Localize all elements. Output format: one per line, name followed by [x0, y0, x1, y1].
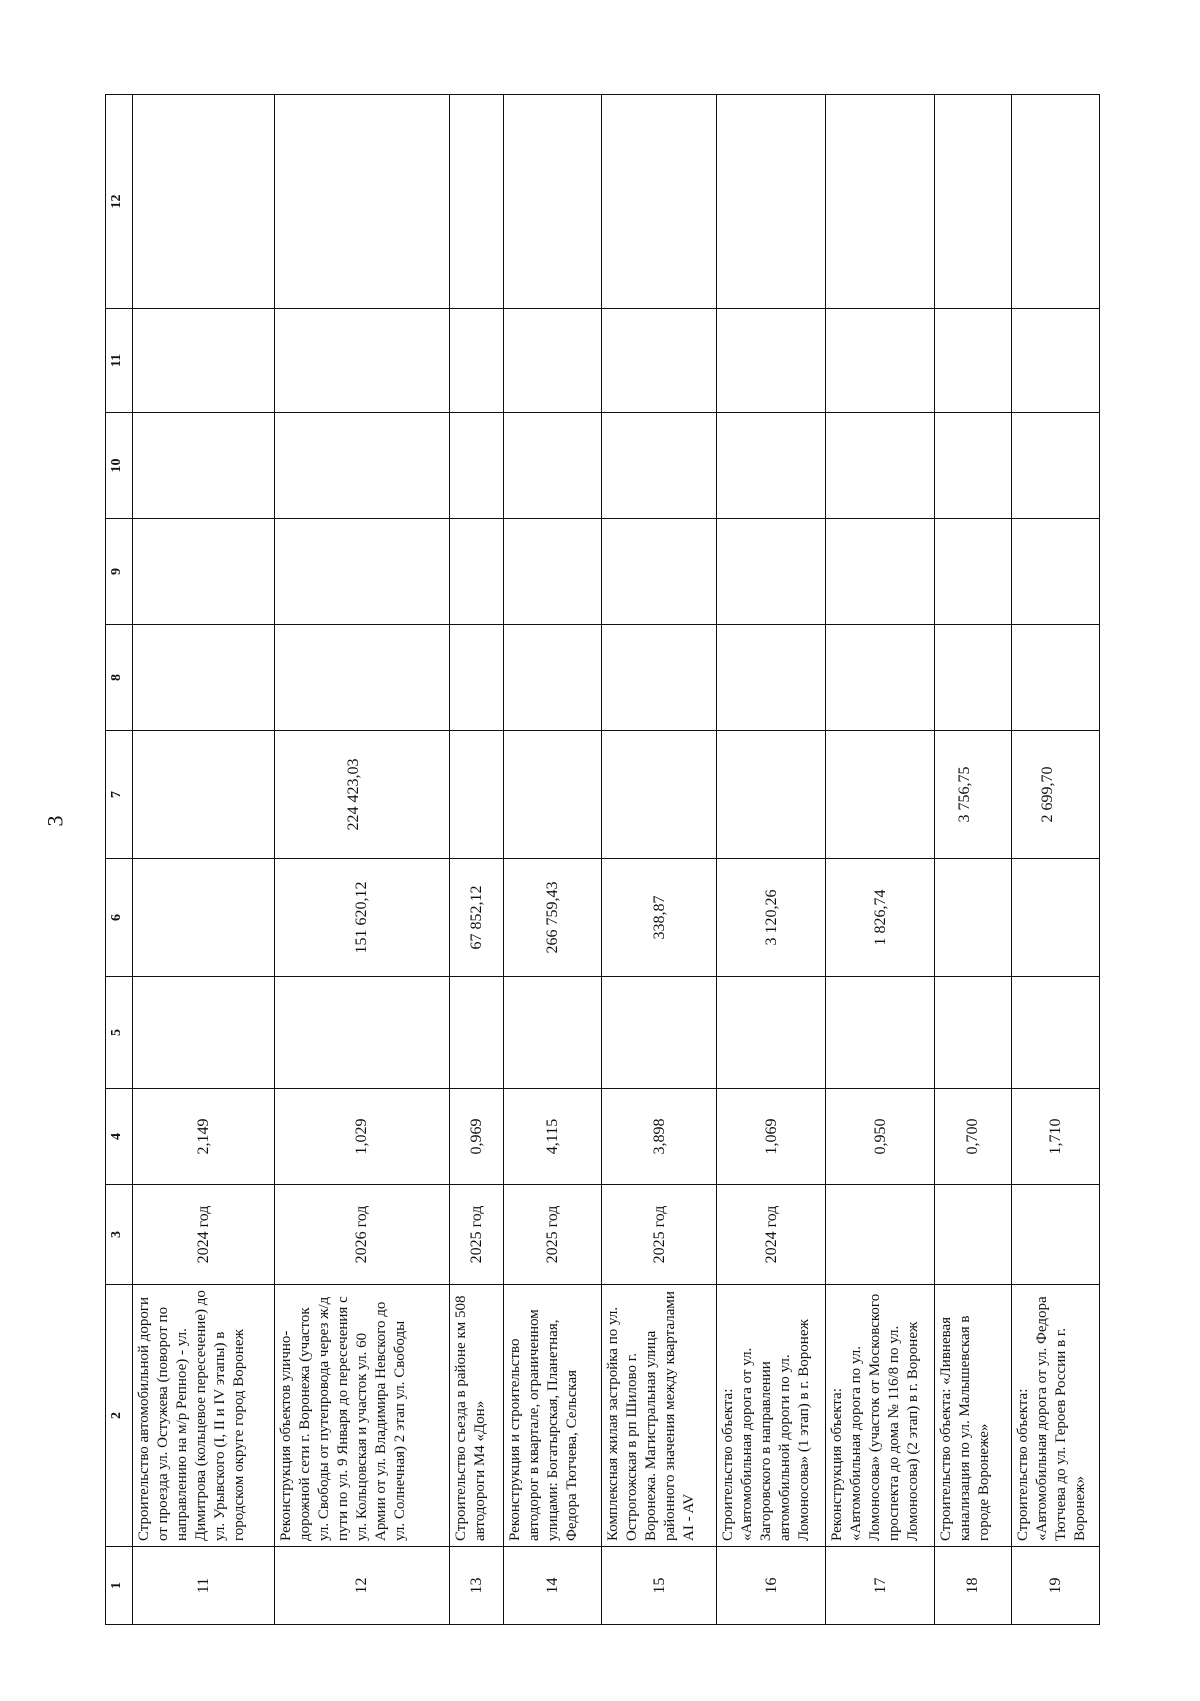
completion-year: 2024 год	[133, 1185, 275, 1285]
header-cell: 4	[106, 1089, 133, 1185]
col-5-value	[133, 977, 275, 1089]
col-10-value	[275, 413, 450, 519]
col-9-value	[716, 519, 825, 625]
rotated-table-container	[105, 95, 1100, 1625]
col-11-value	[1011, 309, 1099, 413]
completion-year	[935, 1185, 1011, 1285]
header-cell: 6	[106, 859, 133, 977]
col-11-value	[716, 309, 825, 413]
col-10-value	[716, 413, 825, 519]
page-number: 3	[42, 815, 68, 827]
col-6-value: 266 759,43	[504, 859, 602, 977]
col-6-value	[935, 859, 1011, 977]
header-cell: 5	[106, 977, 133, 1089]
col-5-value	[716, 977, 825, 1089]
object-name: Строительство съезда в районе км 508 автодороги М4 «Дон»	[449, 1285, 504, 1547]
object-name: Реконструкция объекта: «Автомобильная дорога по ул. Ломоносова» (участок от Московского проспекта до дома № 116/8 по ул. Ломоносова) (2 этап) в г. Воронеж	[826, 1285, 935, 1547]
col-12-value	[275, 95, 450, 309]
col-11-value	[935, 309, 1011, 413]
data-table	[105, 94, 1100, 1625]
col-7-value	[602, 731, 717, 859]
col-12-value	[935, 95, 1011, 309]
table-row	[716, 95, 825, 1625]
header-cell: 8	[106, 625, 133, 731]
col-11-value	[504, 309, 602, 413]
length-km: 2,149	[133, 1089, 275, 1185]
row-number: 12	[275, 1547, 450, 1625]
col-9-value	[275, 519, 450, 625]
col-10-value	[826, 413, 935, 519]
col-10-value	[449, 413, 504, 519]
completion-year	[826, 1185, 935, 1285]
col-12-value	[133, 95, 275, 309]
col-12-value	[826, 95, 935, 309]
col-9-value	[133, 519, 275, 625]
col-8-value	[133, 625, 275, 731]
header-cell: 1	[106, 1547, 133, 1625]
col-9-value	[449, 519, 504, 625]
col-6-value: 67 852,12	[449, 859, 504, 977]
col-7-value	[826, 731, 935, 859]
col-5-value	[1011, 977, 1099, 1089]
col-5-value	[826, 977, 935, 1089]
table-row	[935, 95, 1011, 1625]
col-10-value	[133, 413, 275, 519]
col-10-value	[935, 413, 1011, 519]
table-row	[133, 95, 275, 1625]
length-km: 1,069	[716, 1089, 825, 1185]
table-row	[504, 95, 602, 1625]
col-6-value: 151 620,12	[275, 859, 450, 977]
col-8-value	[826, 625, 935, 731]
header-cell: 11	[106, 309, 133, 413]
row-number: 18	[935, 1547, 1011, 1625]
completion-year	[1011, 1185, 1099, 1285]
col-11-value	[826, 309, 935, 413]
col-6-value	[133, 859, 275, 977]
col-7-value: 224 423,03	[275, 731, 450, 859]
col-12-value	[1011, 95, 1099, 309]
col-12-value	[716, 95, 825, 309]
table-row	[602, 95, 717, 1625]
col-12-value	[504, 95, 602, 309]
col-5-value	[602, 977, 717, 1089]
col-11-value	[449, 309, 504, 413]
col-11-value	[602, 309, 717, 413]
object-name: Строительство объекта: «Автомобильная дорога от ул. Федора Тютчева до ул. Героев России в г. Воронеж»	[1011, 1285, 1099, 1547]
col-10-value	[1011, 413, 1099, 519]
col-5-value	[504, 977, 602, 1089]
col-11-value	[133, 309, 275, 413]
completion-year: 2024 год	[716, 1185, 825, 1285]
col-9-value	[602, 519, 717, 625]
table-row	[1011, 95, 1099, 1625]
row-number: 13	[449, 1547, 504, 1625]
col-8-value	[449, 625, 504, 731]
length-km: 4,115	[504, 1089, 602, 1185]
row-number: 11	[133, 1547, 275, 1625]
table-row	[275, 95, 450, 1625]
col-8-value	[275, 625, 450, 731]
row-number: 15	[602, 1547, 717, 1625]
col-9-value	[1011, 519, 1099, 625]
col-5-value	[449, 977, 504, 1089]
header-cell: 10	[106, 413, 133, 519]
length-km: 0,700	[935, 1089, 1011, 1185]
col-10-value	[504, 413, 602, 519]
col-5-value	[935, 977, 1011, 1089]
row-number: 14	[504, 1547, 602, 1625]
header-cell: 9	[106, 519, 133, 625]
row-number: 16	[716, 1547, 825, 1625]
length-km: 3,898	[602, 1089, 717, 1185]
col-8-value	[1011, 625, 1099, 731]
length-km: 0,969	[449, 1089, 504, 1185]
col-12-value	[602, 95, 717, 309]
header-cell: 3	[106, 1185, 133, 1285]
col-8-value	[935, 625, 1011, 731]
object-name: Строительство объекта: «Ливневая канализация по ул. Малышевская в городе Воронеже»	[935, 1285, 1011, 1547]
col-9-value	[826, 519, 935, 625]
col-5-value	[275, 977, 450, 1089]
col-6-value: 3 120,26	[716, 859, 825, 977]
col-6-value: 1 826,74	[826, 859, 935, 977]
table-row	[449, 95, 504, 1625]
row-number: 19	[1011, 1547, 1099, 1625]
header-cell: 7	[106, 731, 133, 859]
header-row	[106, 95, 133, 1625]
completion-year: 2025 год	[449, 1185, 504, 1285]
length-km: 0,950	[826, 1089, 935, 1185]
completion-year: 2025 год	[602, 1185, 717, 1285]
table-row	[826, 95, 935, 1625]
object-name: Комплексная жилая застройка по ул. Острогожская в рп Шилово г. Воронежа. Магистральная улица районного значения между кварталами AI - AV	[602, 1285, 717, 1547]
col-7-value	[133, 731, 275, 859]
header-cell: 2	[106, 1285, 133, 1547]
col-7-value: 3 756,75	[935, 731, 1011, 859]
col-11-value	[275, 309, 450, 413]
col-12-value	[449, 95, 504, 309]
col-6-value	[1011, 859, 1099, 977]
col-7-value	[449, 731, 504, 859]
header-cell: 12	[106, 95, 133, 309]
col-7-value	[716, 731, 825, 859]
col-6-value: 338,87	[602, 859, 717, 977]
row-number: 17	[826, 1547, 935, 1625]
object-name: Строительство объекта: «Автомобильная дорога от ул. Загоровского в направлении автомобильной дороги по ул. Ломоносова» (1 этап) в г. Воронеж	[716, 1285, 825, 1547]
col-8-value	[602, 625, 717, 731]
object-name: Реконструкция объектов улично-дорожной сети г. Воронежа (участок ул. Свободы от путепровода через ж/д пути по ул. 9 Января до пересечения с ул. Кольцовская и участок ул. 60 Армии от ул. Владимира Невского до ул. Солнечная) 2 этап ул. Свободы	[275, 1285, 450, 1547]
completion-year: 2025 год	[504, 1185, 602, 1285]
col-10-value	[602, 413, 717, 519]
col-8-value	[504, 625, 602, 731]
col-9-value	[504, 519, 602, 625]
col-7-value	[504, 731, 602, 859]
object-name: Строительство автомобильной дороги от проезда ул. Остужева (поворот по направлению на м/р Репное) - ул. Димитрова (кольцевое пересечение) до ул. Урывского (I, II и IV этапы) в городском округе город Воронеж	[133, 1285, 275, 1547]
completion-year: 2026 год	[275, 1185, 450, 1285]
object-name: Реконструкция и строительство автодорог в квартале, ограниченном улицами: Богатырская, Планетная, Федора Тютчева, Сельская	[504, 1285, 602, 1547]
col-7-value: 2 699,70	[1011, 731, 1099, 859]
col-8-value	[716, 625, 825, 731]
length-km: 1,710	[1011, 1089, 1099, 1185]
col-9-value	[935, 519, 1011, 625]
length-km: 1,029	[275, 1089, 450, 1185]
